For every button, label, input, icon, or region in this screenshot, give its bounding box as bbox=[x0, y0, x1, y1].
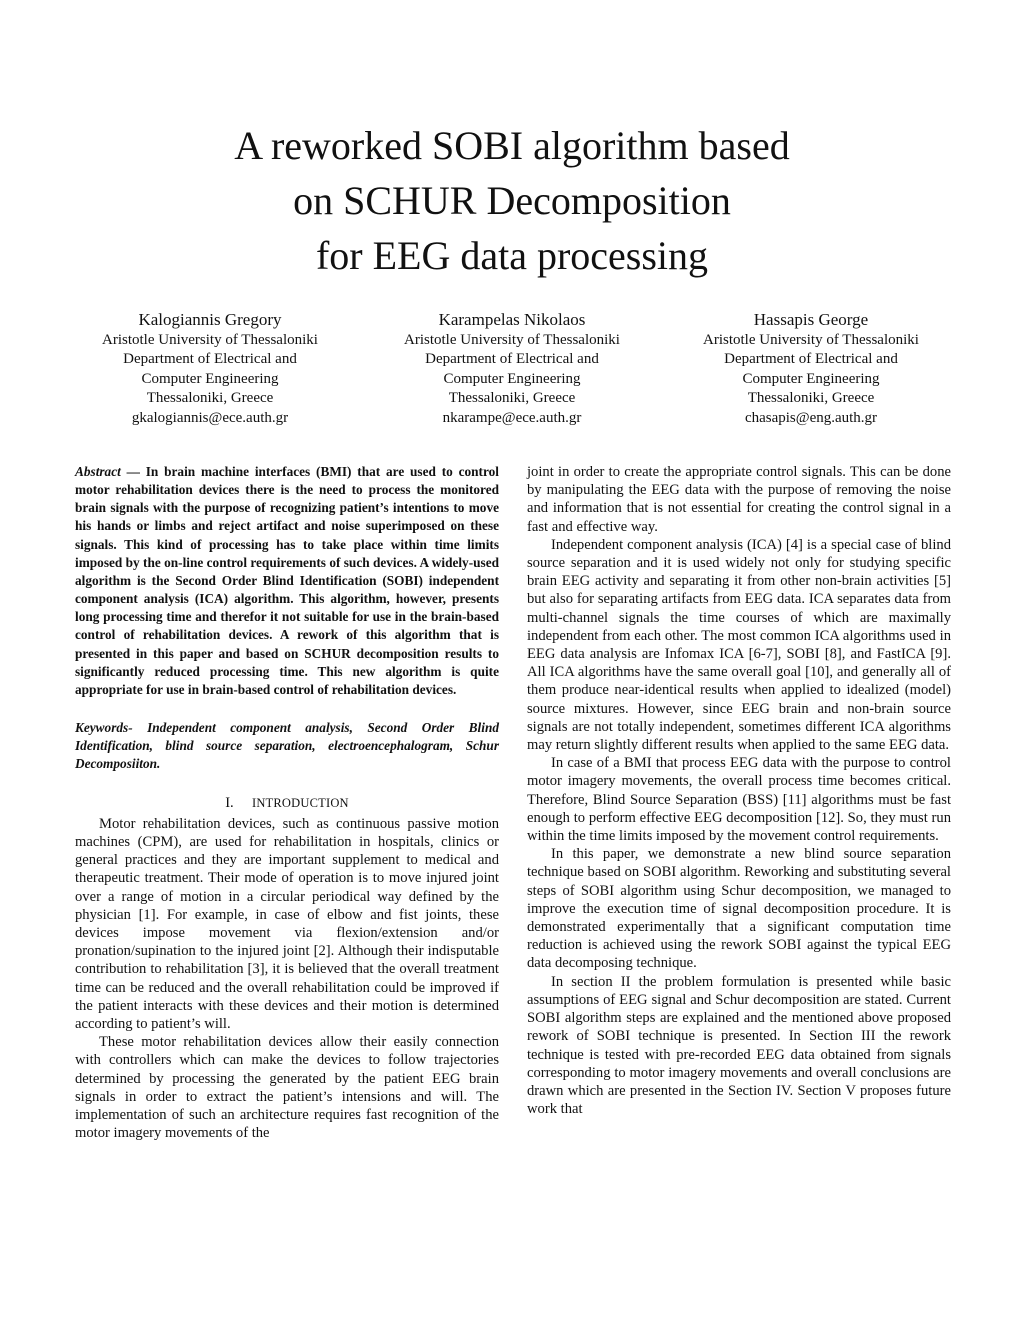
right-column bbox=[527, 463, 951, 1118]
paragraph: In section II the problem formulation is presented while basic assumptions of EEG signal and Schur decomposition are stated. Current SOBI algorithm steps are explained and the mentioned above proposed rework of SOBI technique is presented. In Section III the rework technique is tested with pre-recorded EEG data obtained from signals corresponding to motor imagery movements and overall conclusions are drawn which are presented in the Section IV. Section V proposes future work that bbox=[527, 973, 951, 1118]
author-university: Aristotle University of Thessaloniki bbox=[404, 332, 620, 348]
author-name: Hassapis George bbox=[753, 310, 869, 329]
author-university: Aristotle University of Thessaloniki bbox=[102, 332, 318, 348]
title-line-3: for EEG data processing bbox=[315, 233, 709, 278]
title-line-1: A reworked SOBI algorithm based bbox=[234, 123, 790, 168]
author-3 bbox=[661, 309, 961, 428]
abstract-label: Abstract bbox=[75, 464, 121, 479]
section-title: INTRODUCTION bbox=[251, 795, 349, 810]
paragraph: In this paper, we demonstrate a new blind source separation technique based on SOBI algorithm. Reworking and substituting several steps of SOBI algorithm using Schur decomposition, we managed to improve the execution time of signal decomposition procedure. It is demonstrated experimentally that a significant computation time reduction is achieved using the rework SOBI against the typical EEG data decomposing technique. bbox=[527, 846, 951, 972]
paper-title bbox=[0, 118, 1024, 283]
author-2 bbox=[362, 309, 662, 428]
abstract-text: In brain machine interfaces (BMI) that are used to control motor rehabilitation devices there is the need to process the monitored brain signals with the purpose of recognizing patient’s intentions to move his hands or limbs and reject artifact and noise superimposed on these signals. This kind of processing has to take place within time limits imposed by the on-line control requirements of such devices. A widely-used algorithm is the Second Order Blind Identification (SOBI) independent component analysis (ICA) algorithm. This algorithm, however, presents long processing time and therefor it not suitable for use in the brain-based control of rehabilitation devices. A rework of this algorithm that is presented in this paper and based on SCHUR decomposition results to significantly reduced processing time. This new algorithm is quite appropriate for use in brain-based control of rehabilitation devices. bbox=[75, 464, 499, 697]
author-email: gkalogiannis@ece.auth.gr bbox=[131, 409, 289, 426]
author-1 bbox=[60, 309, 360, 428]
section-heading-introduction bbox=[75, 794, 499, 812]
paragraph: Motor rehabilitation devices, such as continuous passive motion machines (CPM), are used for rehabilitation in hospitals, clinics or general practices and they are important supplement to medical and therapeutic treatment. Their mode of operation is to move injured joint over a range of motion in a circular periodical way defined by the physician [1]. For example, in case of elbow and fist joints, these devices impose movement via flexion/extension and/or pronation/supination to the injured joint [2]. Although their indisputable contribution to rehabilitation [3], it is believed that the overall treatment time can be reduced and the overall rehabilitation could be improved if the patient interacts with these devices and their motion is determined according to patient’s will. bbox=[75, 815, 499, 1032]
author-email: nkarampe@ece.auth.gr bbox=[442, 409, 582, 426]
title-line-2: on SCHUR Decomposition bbox=[293, 178, 731, 223]
author-city: Thessaloniki, Greece bbox=[747, 390, 875, 407]
author-department: Department of Electrical and bbox=[123, 351, 297, 368]
paragraph: Independent component analysis (ICA) [4] is a special case of blind source separation and it is used widely not only for studying specific brain EEG activity and separating it from other non-brain activities [5] but also for separating artifacts from EEG data. ICA separates data from multi-channel signals the time courses of which are maximally independent from each other. The most common ICA algorithms used in EEG data analysis are Infomax ICA [6-7], SOBI [8], and FastICA [9]. All ICA algorithms have the same overall goal [10], and generally all of them produce near-identical results when applied to idealized (model) source mixtures. However, since EEG brain and non-brain source signals are not totally independent, sometimes different ICA algorithms may return slightly different results when applied to the same EEG data. bbox=[527, 536, 951, 754]
paragraph: These motor rehabilitation devices allow their easily connection with controllers which can make the devices to follow trajectories determined by processing the generated by the patient EEG brain signals in order to extract the patient’s intensions and will. The implementation of such an architecture requires fast recognition of the motor imagery movements of the bbox=[75, 1034, 499, 1142]
author-department-2: Computer Engineering bbox=[443, 370, 581, 387]
author-name: Kalogiannis Gregory bbox=[138, 310, 282, 329]
author-city: Thessaloniki, Greece bbox=[146, 390, 274, 407]
left-column bbox=[75, 463, 499, 1142]
author-city: Thessaloniki, Greece bbox=[448, 390, 576, 407]
paragraph: joint in order to create the appropriate control signals. This can be done by manipulating the EEG data with the purpose of removing the noise and information that is not essential for creating the control signal in a fast and effective way. bbox=[527, 464, 951, 535]
section-number: I. bbox=[225, 794, 234, 811]
author-name: Karampelas Nikolaos bbox=[438, 310, 586, 329]
author-department-2: Computer Engineering bbox=[141, 370, 279, 387]
author-department: Department of Electrical and bbox=[724, 351, 898, 368]
paragraph: In case of a BMI that process EEG data with the purpose to control motor imagery movements, the overall process time becomes critical. Therefore, Blind Source Separation (BSS) [11] algorithms must be fast enough to perform effective EEG decomposition [12]. So, they must run within the time limits imposed by the movement control requirements. bbox=[527, 755, 951, 845]
author-department-2: Computer Engineering bbox=[742, 370, 880, 387]
abstract bbox=[75, 463, 499, 699]
author-department: Department of Electrical and bbox=[425, 351, 599, 368]
author-university: Aristotle University of Thessaloniki bbox=[703, 332, 919, 348]
keywords: Keywords- Independent component analysis, Second Order Blind Identification, blind source separation, electroencephalogram, Schur Decomposiiton. bbox=[75, 720, 499, 772]
author-email: chasapis@eng.auth.gr bbox=[744, 409, 878, 426]
abstract-dash: — bbox=[120, 464, 146, 479]
